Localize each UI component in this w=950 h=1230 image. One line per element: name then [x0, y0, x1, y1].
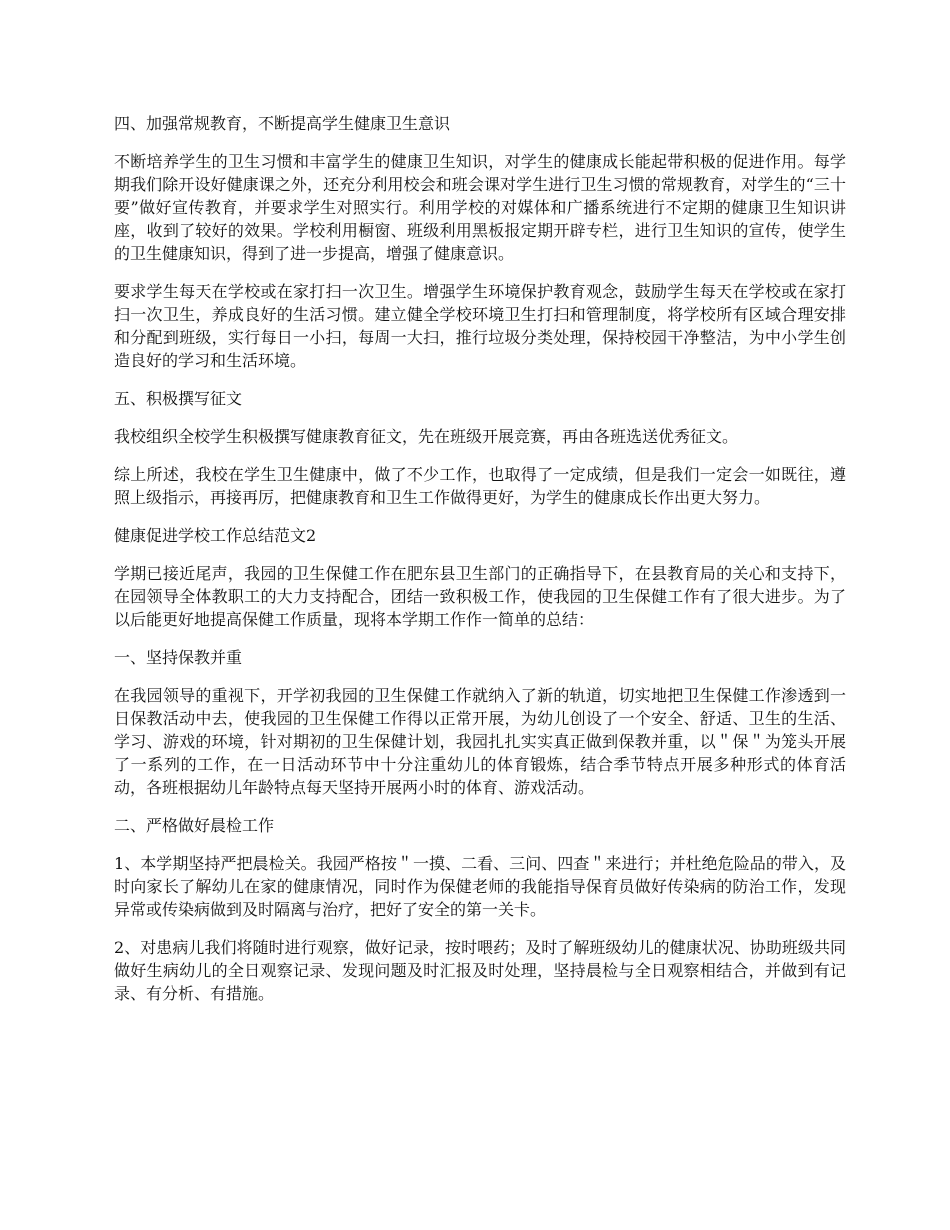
paragraph-sick-observation: 2、对患病儿我们将随时进行观察，做好记录，按时喂药；及时了解班级幼儿的健康状况、协助班级共同做好生病幼儿的全日观察记录、发现问题及时汇报及时处理，坚持晨检与全日观察相结合，并做到有记录、有分析、有措施。 — [114, 938, 846, 1003]
section-heading-2: 二、严格做好晨检工作 — [114, 816, 275, 835]
paragraph-intro-2: 学期已接近尾声，我园的卫生保健工作在肥东县卫生部门的正确指导下，在县教育局的关心和支持下，在园领导全体教职工的大力支持配合，团结一致积极工作，使我园的卫生保健工作有了很大进步。为了以后能更好地提高保健工作质量，现将本学期工作作一简单的总结： — [114, 564, 846, 629]
paragraph-care-education: 在我园领导的重视下，开学初我园的卫生保健工作就纳入了新的轨道，切实地把卫生保健工作渗透到一日保教活动中去，使我园的卫生保健工作得以正常开展，为幼儿创设了一个安全、舒适、卫生的生活、学习、游戏的环境，针对期初的卫生保健计划，我园扎扎实实真正做到保教并重，以＂保＂为笼头开展了一系列的工作，在一日活动环节中十分注重幼儿的体育锻炼，结合季节特点开展多种形式的体育活动，各班根据幼儿年龄特点每天坚持开展两小时的体育、游戏活动。 — [114, 686, 846, 797]
section-heading-5: 五、积极撰写征文 — [114, 389, 243, 408]
section-heading-1: 一、坚持保教并重 — [114, 648, 243, 667]
section-heading-4: 四、加强常规教育，不断提高学生健康卫生意识 — [114, 114, 451, 133]
paragraph-daily-cleaning: 要求学生每天在学校或在家打扫一次卫生。增强学生环境保护教育观念，鼓励学生每天在学校或在家打扫一次卫生，养成良好的生活习惯。建立健全学校环境卫生打扫和管理制度，将学校所有区域合理安排和分配到班级，实行每日一小扫，每周一大扫，推行垃圾分类处理，保持校园干净整洁，为中小学生创造良好的学习和生活环境。 — [114, 282, 846, 370]
paragraph-morning-check: 1、本学期坚持严把晨检关。我园严格按＂一摸、二看、三问、四查＂来进行；并杜绝危险品的带入，及时向家长了解幼儿在家的健康情况，同时作为保健老师的我能指导保育员做好传染病的防治工作，发现异常或传染病做到及时隔离与治疗，把好了安全的第一关卡。 — [114, 854, 846, 919]
paragraph-summary: 综上所述，我校在学生卫生健康中，做了不少工作，也取得了一定成绩，但是我们一定会一如既往，遵照上级指示，再接再厉，把健康教育和卫生工作做得更好，为学生的健康成长作出更大努力。 — [114, 465, 846, 507]
document-page — [114, 112, 846, 1020]
paragraph-essay-contest: 我校组织全校学生积极撰写健康教育征文，先在班级开展竞赛，再由各班选送优秀征文。 — [114, 427, 739, 446]
paragraph-hygiene-education: 不断培养学生的卫生习惯和丰富学生的健康卫生知识，对学生的健康成长能起带积极的促进作用。每学期我们除开设好健康课之外，还充分利用校会和班会课对学生进行卫生习惯的常规教育，对学生的“三十要”做好宣传教育，并要求学生对照实行。利用学校的对媒体和广播系统进行不定期的健康卫生知识讲座，收到了较好的效果。学校利用橱窗、班级利用黑板报定期开辟专栏，进行卫生知识的宣传，使学生的卫生健康知识，得到了进一步提高，增强了健康意识。 — [114, 152, 846, 263]
article-title-2: 健康促进学校工作总结范文2 — [114, 526, 317, 545]
